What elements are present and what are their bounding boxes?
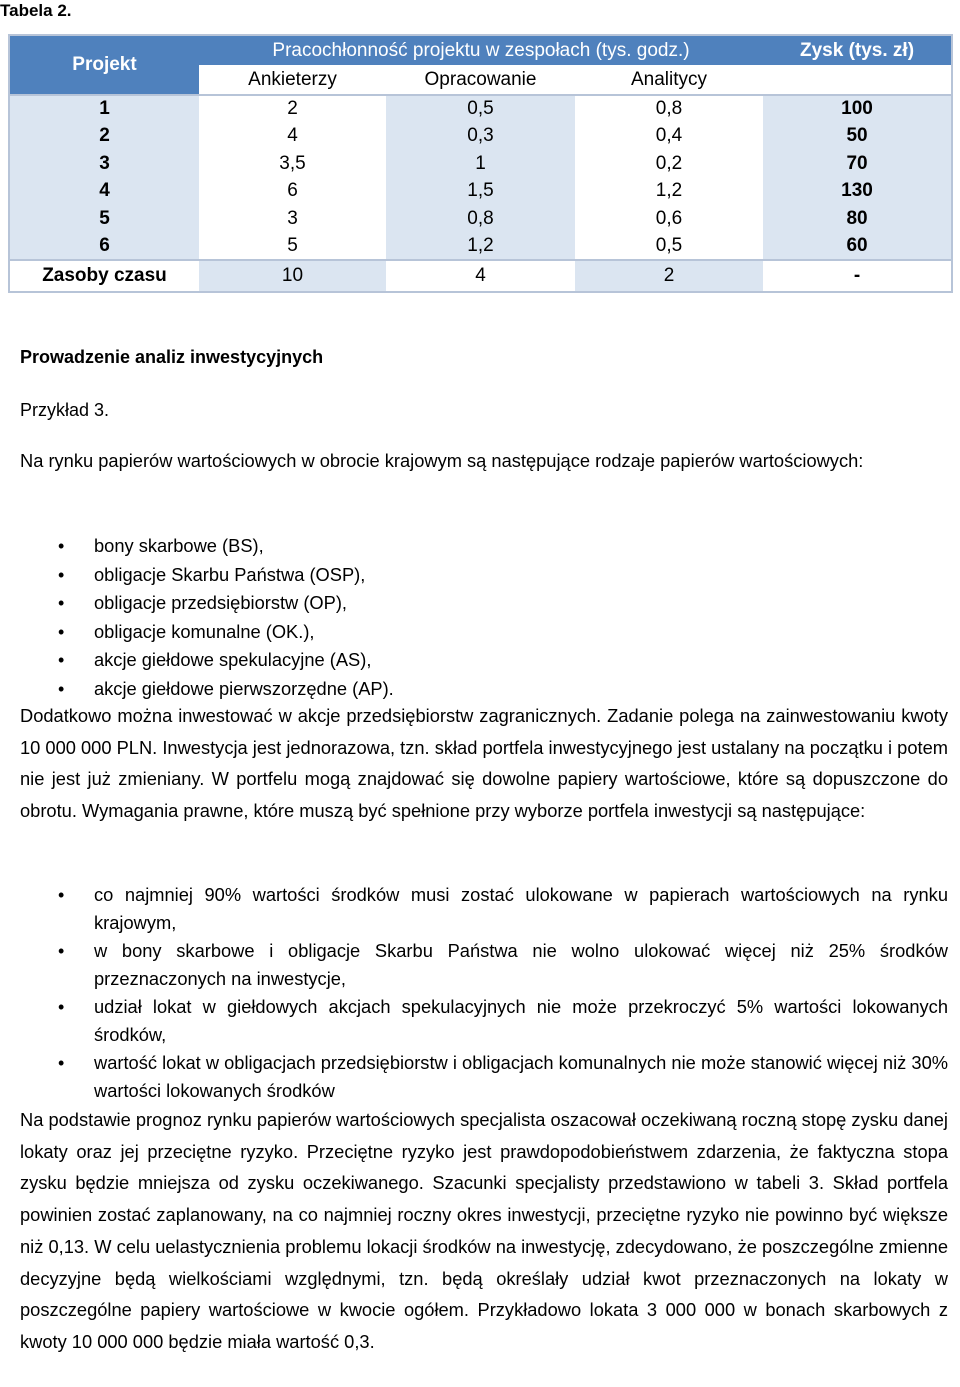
list-item: • akcje giełdowe spekulacyjne (AS), (20, 646, 948, 675)
cell-opracowanie: 1,5 (386, 178, 575, 206)
table-header-row (9, 35, 952, 65)
cell-project: 1 (9, 95, 199, 123)
cell-analitycy: 0,6 (655, 207, 683, 229)
subheader-ankieterzy: Ankieterzy (199, 65, 386, 95)
bullet-icon: • (58, 997, 65, 1017)
subheader-opracowanie: Opracowanie (386, 65, 575, 95)
requirements-list (20, 881, 948, 1105)
cell-project: 5 (9, 205, 199, 233)
bullet-icon: • (58, 941, 65, 961)
table-row (9, 95, 952, 123)
table-caption: Tabela 2. (0, 1, 72, 20)
list-item: • w bony skarbowe i obligacje Skarbu Państwa nie wolno ulokować więcej niż 25% środków przeznaczonych na inwestycje, (20, 937, 948, 993)
list-item: • bony skarbowe (BS), (20, 532, 948, 561)
cell-opracowanie: 1,2 (386, 233, 575, 261)
list-item: • obligacje Skarbu Państwa (OSP), (20, 561, 948, 590)
cell-analitycy: 1,2 (655, 180, 683, 202)
bullet-icon: • (58, 678, 65, 699)
cell-project: 6 (9, 233, 199, 261)
subheader-blank (763, 65, 952, 95)
bullet-icon: • (58, 593, 65, 613)
cell-profit: 50 (763, 123, 952, 151)
cell-opracowanie: 0,5 (386, 95, 575, 123)
bullet-icon: • (58, 536, 65, 556)
list-item: • akcje giełdowe pierwszorzędne (AP). (20, 675, 948, 704)
footer-profit: - (763, 260, 952, 292)
section-heading: Prowadzenie analiz inwestycyjnych (20, 347, 324, 367)
cell-ankieterzy: 2 (287, 98, 298, 120)
methodology-paragraph: Na podstawie prognoz rynku papierów wartościowych specjalista oszacował oczekiwaną roczną stopę zysku danej lokaty oraz jej przeciętne ryzyko. Przeciętne ryzyko jest prawdopodobieństwem zdarzenia, że faktyczna stopa zysku będzie mniejsza od zysku oczekiwanego. Szacunki specjalisty przedstawiono w tabeli 3. Skład portfela powinien zostać zaplanowany, na co najmniej roczny okres inwestycji, przeciętne ryzyko nie powinno być większe niż 0,13. W celu uelastycznienia problemu lokacji środków na inwestycję, zdecydowano, że poszczególne zmienne decyzyjne będą wielkościami względnymi, tzn. będą określały udział kwot przeznaczonych na lokaty w poszczególne papiery wartościowe w kwocie ogółem. Przykładowo lokata 3 000 000 w bonach skarbowych z kwoty 10 000 000 będzie miała wartość 0,3. (20, 1109, 948, 1352)
header-profit: Zysk (tys. zł) (763, 35, 952, 65)
bullet-icon: • (58, 885, 65, 905)
cell-analitycy: 0,4 (655, 125, 683, 147)
cell-analitycy: 0,2 (655, 152, 683, 174)
cell-ankieterzy: 3,5 (279, 152, 306, 174)
table-footer-row (9, 260, 952, 292)
list-item: • wartość lokat w obligacjach przedsiębiorstw i obligacjach komunalnych nie może stanowić więcej niż 30% wartości lokowanych środków (20, 1049, 948, 1105)
list-item: • obligacje komunalne (OK.), (20, 618, 948, 647)
cell-project: 2 (9, 123, 199, 151)
cell-project: 4 (9, 178, 199, 206)
cell-opracowanie: 0,8 (386, 205, 575, 233)
cell-project: 3 (9, 150, 199, 178)
example-title: Przykład 3. (20, 400, 110, 420)
intro-paragraph: Na rynku papierów wartościowych w obrocie krajowym są następujące rodzaje papierów wartościowych: (20, 450, 864, 471)
bullet-icon: • (58, 564, 65, 585)
list-item: • udział lokat w giełdowych akcjach spekulacyjnych nie może przekroczyć 5% wartości lokowanych środków, (20, 993, 948, 1049)
requirements-paragraph: Dodatkowo można inwestować w akcje przedsiębiorstw zagranicznych. Zadanie polega na zainwestowaniu kwoty 10 000 000 PLN. Inwestycja jest jednorazowa, tzn. skład portfela inwestycyjnego jest ustalany na początku i potem nie jest już zmieniany. W portfelu mogą znajdować się dowolne papiery wartościowe, które są dopuszczone do obrotu. Wymagania prawne, które muszą być spełnione przy wyborze portfela inwestycji są następujące: (20, 705, 948, 822)
list-item: • obligacje przedsiębiorstw (OP), (20, 589, 948, 618)
workload-table (8, 34, 953, 293)
securities-list (20, 532, 948, 703)
cell-ankieterzy: 5 (287, 234, 298, 256)
table-row (9, 123, 952, 151)
footer-ankieterzy: 10 (199, 260, 386, 292)
bullet-icon: • (58, 650, 65, 670)
cell-opracowanie: 1 (386, 150, 575, 178)
cell-ankieterzy: 3 (287, 207, 298, 229)
table-row (9, 178, 952, 206)
cell-ankieterzy: 4 (287, 125, 298, 147)
footer-opracowanie: 4 (386, 260, 575, 292)
table-row (9, 150, 952, 178)
cell-analitycy: 0,5 (655, 234, 683, 256)
table-row (9, 205, 952, 233)
subheader-analitycy: Analitycy (575, 65, 763, 95)
table-row (9, 233, 952, 261)
bullet-icon: • (58, 621, 65, 642)
footer-label: Zasoby czasu (9, 260, 199, 292)
cell-profit: 100 (763, 95, 952, 123)
cell-profit: 60 (763, 233, 952, 261)
cell-analitycy: 0,8 (655, 98, 683, 120)
header-workload: Pracochłonność projektu w zespołach (tys. godz.) (199, 35, 763, 65)
cell-opracowanie: 0,3 (386, 123, 575, 151)
footer-analitycy: 2 (575, 260, 763, 292)
bullet-icon: • (58, 1053, 65, 1073)
cell-profit: 130 (763, 178, 952, 206)
header-project: Projekt (9, 35, 199, 95)
list-item: • co najmniej 90% wartości środków musi zostać ulokowane w papierach wartościowych na rynku krajowym, (20, 881, 948, 937)
cell-profit: 70 (763, 150, 952, 178)
cell-ankieterzy: 6 (287, 180, 298, 202)
cell-profit: 80 (763, 205, 952, 233)
